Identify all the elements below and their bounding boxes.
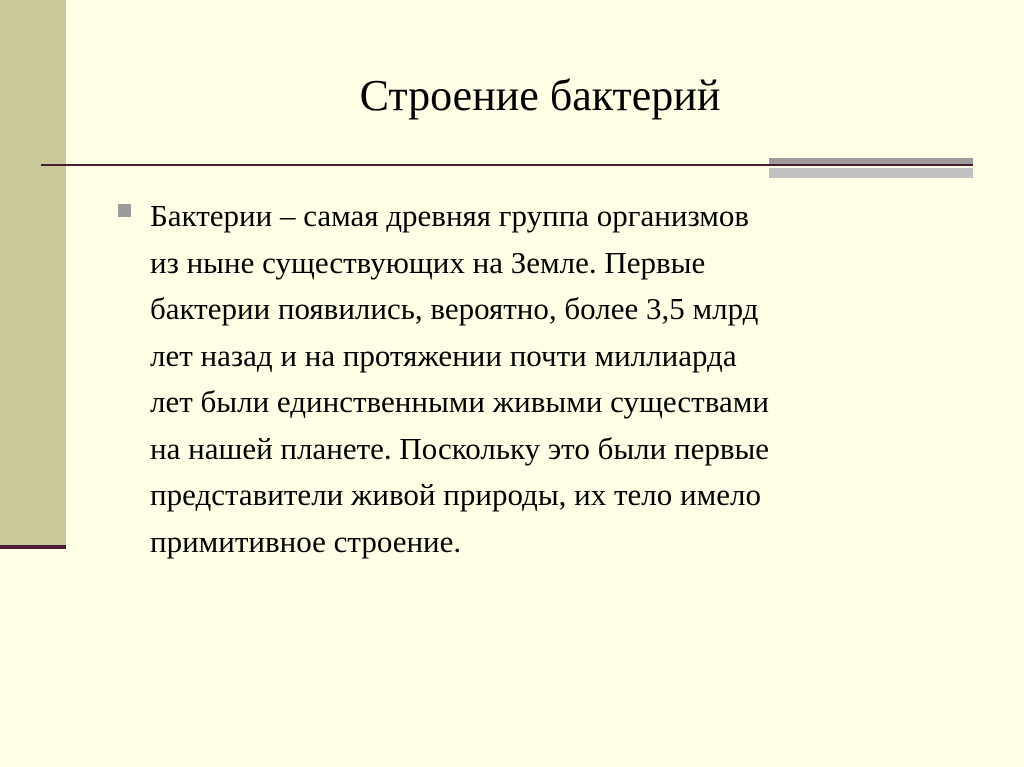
slide-title: Строение бактерий [359,71,721,120]
left-bar-divider [0,545,66,549]
bullet-line: на нашей планете. Поскольку это были первые [150,430,770,466]
bullet-line: Бактерии – самая древняя группа организмов [150,198,750,233]
title-underline-accent [769,158,973,164]
title-underline-accent-lower [769,168,973,178]
bullet-line: представители живой природы, их тело имело [150,477,761,512]
bullet-line: бактерии появились, вероятно, более 3,5 млрд [150,291,759,326]
bullet-line: лет были единственными живыми существами [150,384,769,419]
bullet-text [150,193,970,565]
left-decorative-bar [0,0,66,545]
bullet-line: лет назад и на протяжении почти миллиарда [150,337,737,373]
title-underline [41,164,973,166]
square-bullet-icon [118,204,131,217]
bullet-line: из ныне существующих на Земле. Первые [150,244,706,280]
bullet-line: примитивное строение. [150,523,462,559]
